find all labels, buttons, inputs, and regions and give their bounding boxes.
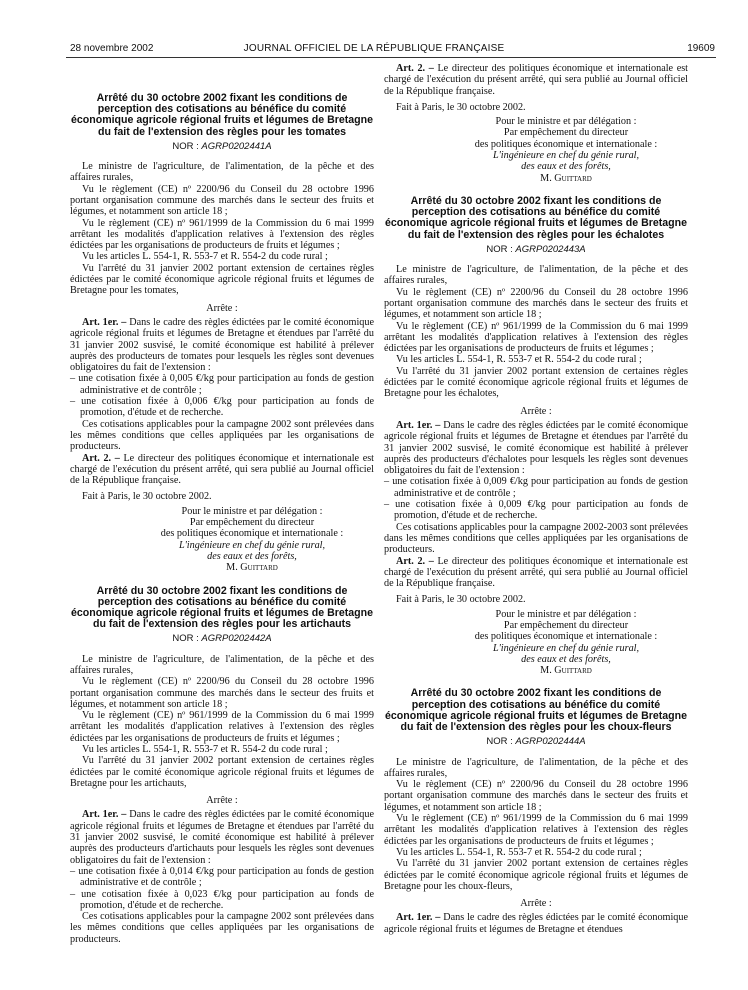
right-column <box>384 63 688 935</box>
signatory-name: M. Guittard <box>540 665 592 677</box>
list-item: – une cotisation fixée à 0,006 €/kg pour participation au fonds de promotion, d'étude et de recherche. <box>70 396 374 419</box>
visa-paragraph: Vu le règlement (CE) nº 961/1999 de la Commission du 6 mai 1999 arrêtant les modalités d'application relatives à l'extension des règles édictées par les organisations de producteurs de fruits et légumes ; <box>384 813 688 847</box>
article-2: Art. 2. – Le directeur des politiques économique et internationale est chargé de l'exécution du présent arrêté, qui sera publié au Journal officiel de la République française. <box>384 63 689 97</box>
arrete-label: Arrête : <box>206 795 238 807</box>
visa-paragraph: Vu les articles L. 554-1, R. 553-7 et R. 554-2 du code rural ; <box>82 251 328 263</box>
cotisation-list <box>70 373 374 418</box>
signature-block: Pour le ministre et par délégation : Par empêchement du directeur des politiques économique et internationale : L'ingénieure en chef du génie rural, des eaux et des forêts, M. Guittard <box>444 116 688 184</box>
page-header <box>0 43 748 57</box>
visa-paragraph: Vu le règlement (CE) nº 2200/96 du Conseil du 28 octobre 1996 portant organisation commune des marchés dans le secteur des fruits et légumes, et notamment son article 18 ; <box>384 779 688 813</box>
campaign-paragraph: Ces cotisations applicables pour la campagne 2002 sont prélevées dans les mêmes conditions que celles appliquées par les organisations de producteurs. <box>70 418 374 453</box>
intro-paragraph: Le ministre de l'agriculture, de l'alimentation, de la pêche et des affaires rurales, <box>70 653 374 676</box>
arrete-title: Arrêté du 30 octobre 2002 fixant les conditions de perception des cotisations au bénéfice du comité économique agricole régional fruits et légumes de Bretagne du fait de l'extension des règles pour les choux-fleurs <box>385 687 687 734</box>
visa-paragraph: Vu le règlement (CE) nº 961/1999 de la Commission du 6 mai 1999 arrêtant les modalités d'application relatives à l'extension des règles édictées par les organisations de producteurs de fruits et légumes ; <box>70 217 374 252</box>
arrete-title: Arrêté du 30 octobre 2002 fixant les conditions de perception des cotisations au bénéfice du comité économique agricole régional fruits et légumes de Bretagne du fait de l'extension des règles pour les échalotes <box>385 194 687 241</box>
nor-reference: NOR : AGRP0202441A <box>172 140 272 152</box>
arrete-title: Arrêté du 30 octobre 2002 fixant les conditions de perception des cotisations au bénéfice du comité économique agricole régional fruits et légumes de Bretagne du fait de l'extension des règles pour les tomates <box>71 92 373 138</box>
article-2: Art. 2. – Le directeur des politiques économique et internationale est chargé de l'exécution du présent arrêté, qui sera publié au Journal officiel de la République française. <box>70 452 375 487</box>
header-rule <box>66 57 716 58</box>
visa-paragraph: Vu l'arrêté du 31 janvier 2002 portant extension de certaines règles édictées par le comité économique agricole régional fruits et légumes de Bretagne pour les artichauts, <box>70 755 374 789</box>
journal-title: JOURNAL OFFICIEL DE LA RÉPUBLIQUE FRANÇAISE <box>243 43 505 54</box>
arrete-label: Arrête : <box>206 302 238 314</box>
visa-paragraph: Vu le règlement (CE) nº 961/1999 de la Commission du 6 mai 1999 arrêtant les modalités d'application relatives à l'extension des règles édictées par les organisations de producteurs de fruits et légumes ; <box>70 710 374 744</box>
signature-block: Pour le ministre et par délégation : Par empêchement du directeur des politiques économique et internationale : L'ingénieure en chef du génie rural, des eaux et des forêts, M. Guittard <box>130 506 374 574</box>
nor-reference: NOR : AGRP0202442A <box>172 633 272 645</box>
article-2-label: Art. 2. – <box>396 555 434 567</box>
visa-paragraph: Vu les articles L. 554-1, R. 553-7 et R. 554-2 du code rural ; <box>396 354 642 366</box>
header-date: 28 novembre 2002 <box>70 43 154 54</box>
article-1-label: Art. 1er. – <box>82 316 127 328</box>
page-number: 19609 <box>687 43 715 54</box>
article-1: Art. 1er. – Dans le cadre des règles édictées par le comité économique agricole régional fruits et légumes de Bretagne et étendues par l'arrêté du 31 janvier 2002 susvisé, le comité économique est habilité à prélever auprès des producteurs d'échalotes pour lesquels les règles sont devenues obligatoires du fait de l'extension : <box>384 419 689 477</box>
list-item: – une cotisation fixée à 0,009 €/kg pour participation au fonds de gestion administrative et de contrôle ; <box>384 476 688 499</box>
visa-paragraph: Vu le règlement (CE) nº 961/1999 de la Commission du 6 mai 1999 arrêtant les modalités d'application relatives à l'extension des règles édictées par les organisations de producteurs de fruits et légumes ; <box>384 320 688 355</box>
article-2-label: Art. 2. – <box>82 452 120 464</box>
article-2: Art. 2. – Le directeur des politiques économique et internationale est chargé de l'exécution du présent arrêté, qui sera publié au Journal officiel de la République française. <box>384 555 689 590</box>
list-item: – une cotisation fixée à 0,023 €/kg pour participation au fonds de promotion, d'étude et de recherche. <box>70 888 374 911</box>
intro-paragraph: Le ministre de l'agriculture, de l'alimentation, de la pêche et des affaires rurales, <box>384 756 688 779</box>
article-1-label: Art. 1er. – <box>82 809 127 821</box>
list-item: – une cotisation fixée à 0,014 €/kg pour participation au fonds de gestion administrative et de contrôle ; <box>70 865 374 889</box>
visa-paragraph: Vu l'arrêté du 31 janvier 2002 portant extension de certaines règles édictées par le comité économique agricole régional fruits et légumes de Bretagne pour les tomates, <box>70 262 374 297</box>
signature-block: Pour le ministre et par délégation : Par empêchement du directeur des politiques économique et internationale : L'ingénieure en chef du génie rural, des eaux et des forêts, M. Guittard <box>444 609 688 677</box>
article-1-label: Art. 1er. – <box>396 419 441 431</box>
signing-place-date: Fait à Paris, le 30 octobre 2002. <box>82 491 212 503</box>
list-item: – une cotisation fixée à 0,009 €/kg pour participation au fonds de promotion, d'étude et de recherche. <box>384 499 688 522</box>
visa-paragraph: Vu l'arrêté du 31 janvier 2002 portant extension de certaines règles édictées par le comité économique agricole régional fruits et légumes de Bretagne pour les échalotes, <box>384 365 688 400</box>
arrete-label: Arrête : <box>520 405 552 417</box>
visa-paragraph: Vu l'arrêté du 31 janvier 2002 portant extension de certaines règles édictées par le comité économique agricole régional fruits et légumes de Bretagne pour les choux-fleurs, <box>384 858 688 892</box>
nor-reference: NOR : AGRP0202443A <box>486 243 586 255</box>
visa-paragraph: Vu le règlement (CE) nº 2200/96 du Conseil du 28 octobre 1996 portant organisation commune des marchés dans le secteur des fruits et légumes, et notamment son article 18 ; <box>70 183 374 218</box>
campaign-paragraph: Ces cotisations applicables pour la campagne 2002 sont prélevées dans les mêmes conditions que celles appliquées par les organisations de producteurs. <box>70 911 374 945</box>
intro-paragraph: Le ministre de l'agriculture, de l'alimentation, de la pêche et des affaires rurales, <box>70 161 374 184</box>
signing-place-date: Fait à Paris, le 30 octobre 2002. <box>396 101 526 113</box>
arrete-title: Arrêté du 30 octobre 2002 fixant les conditions de perception des cotisations au bénéfice du comité économique agricole régional fruits et légumes de Bretagne du fait de l'extension des règles pour les artichauts <box>71 584 373 631</box>
left-column <box>70 63 374 945</box>
cotisation-list <box>384 476 688 521</box>
list-item: – une cotisation fixée à 0,005 €/kg pour participation au fonds de gestion administrative et de contrôle ; <box>70 373 374 396</box>
article-1: Art. 1er. – Dans le cadre des règles édictées par le comité économique agricole régional fruits et légumes de Bretagne et étendues par l'arrêté du 31 janvier 2002 susvisé, le comité économique est habilité à prélever auprès des producteurs d'artichauts pour lesquels les règles sont devenues obligatoires du fait de l'extension : <box>70 809 375 866</box>
signatory-name: M. Guittard <box>540 172 592 184</box>
visa-paragraph: Vu les articles L. 554-1, R. 553-7 et R. 554-2 du code rural ; <box>82 743 328 755</box>
visa-paragraph: Vu le règlement (CE) nº 2200/96 du Conseil du 28 octobre 1996 portant organisation commune des marchés dans le secteur des fruits et légumes, et notamment son article 18 ; <box>70 676 374 710</box>
article-2-label: Art. 2. – <box>396 63 434 74</box>
campaign-paragraph: Ces cotisations applicables pour la campagne 2002-2003 sont prélevées dans les mêmes conditions que celles appliquées par les organisations de producteurs. <box>384 521 688 556</box>
article-1: Art. 1er. – Dans le cadre des règles édictées par le comité économique agricole régional fruits et légumes de Bretagne et étendues par l'arrêté du 31 janvier 2002 susvisé, le comité économique est habilité à prélever auprès des producteurs de tomates pour lesquels les règles sont devenues obligatoires du fait de l'extension : <box>70 316 375 374</box>
intro-paragraph: Le ministre de l'agriculture, de l'alimentation, de la pêche et des affaires rurales, <box>384 264 688 287</box>
article-1-label: Art. 1er. – <box>396 912 441 924</box>
signatory-name: M. Guittard <box>226 562 278 574</box>
cotisation-list <box>70 866 374 911</box>
nor-reference: NOR : AGRP0202444A <box>486 736 586 748</box>
visa-paragraph: Vu les articles L. 554-1, R. 553-7 et R. 554-2 du code rural ; <box>396 846 642 858</box>
signing-place-date: Fait à Paris, le 30 octobre 2002. <box>396 594 526 606</box>
article-1: Art. 1er. – Dans le cadre des règles édictées par le comité économique agricole régional fruits et légumes de Bretagne et étendues <box>384 912 689 935</box>
visa-paragraph: Vu le règlement (CE) nº 2200/96 du Conseil du 28 octobre 1996 portant organisation commune des marchés dans le secteur des fruits et légumes, et notamment son article 18 ; <box>384 286 688 321</box>
arrete-label: Arrête : <box>520 898 552 910</box>
